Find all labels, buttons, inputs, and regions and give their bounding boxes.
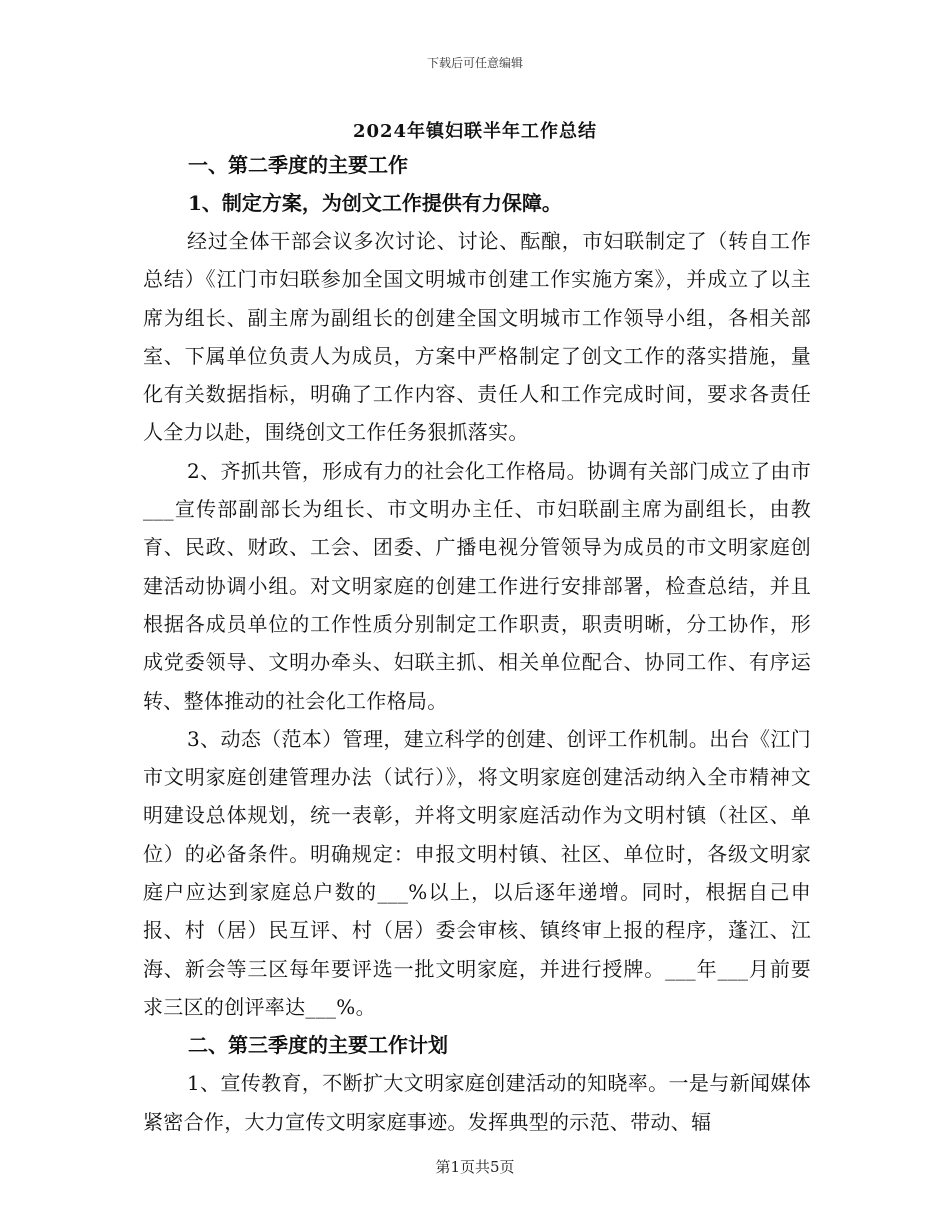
section-heading-q2: 一、第二季度的主要工作 [188, 153, 408, 177]
item-heading-plan: 1、制定方案，为创文工作提供有力保障。 [188, 191, 562, 215]
section-heading-q3: 二、第三季度的主要工作计划 [188, 1033, 448, 1058]
page-number: 第1页共5页 [435, 1158, 515, 1176]
document-title: 2024年镇妇联半年工作总结 [352, 121, 598, 142]
paragraph-plan: 经过全体干部会议多次讨论、讨论、酝酿，市妇联制定了（转自工作总结）《江门市妇联参加全国文明城市创建工作实施方案》，并成立了以主席为组长、副主席为副组长的创建全国文明城市工作领导小组，各相关部室、下属单位负责人为成员，方案中严格制定了创文工作的落实措施，量化有关数据指标，明确了工作内容、责任人和工作完成时间，要求各责任人全力以赴，围绕创文工作任务狠抓落实。 [143, 229, 811, 445]
paragraph-publicity: 1、宣传教育，不断扩大文明家庭创建活动的知晓率。一是与新闻媒体紧密合作，大力宣传文明家庭事迹。发挥典型的示范、带动、辐 [143, 1071, 811, 1134]
document-body [143, 146, 811, 1141]
page-header-note: 下载后可任意编辑 [426, 56, 523, 70]
paragraph-joint-management: 2、齐抓共管，形成有力的社会化工作格局。协调有关部门成立了由市___宣传部副部长为组长、市文明办主任、市妇联副主席为副组长，由教育、民政、财政、工会、团委、广播电视分管领导为成员的市文明家庭创建活动协调小组。对文明家庭的创建工作进行安排部署，检查总结，并且根据各成员单位的工作性质分别制定工作职责，职责明晰，分工协作，形成党委领导、文明办牵头、妇联主抓、相关单位配合、协同工作、有序运转、整体推动的社会化工作格局。 [143, 458, 811, 713]
paragraph-dynamic-management: 3、动态（范本）管理，建立科学的创建、创评工作机制。出台《江门市文明家庭创建管理办法（试行）》，将文明家庭创建活动纳入全市精神文明建设总体规划，统一表彰，并将文明家庭活动作为文明村镇（社区、单位）的必备条件。明确规定：申报文明村镇、社区、单位时，各级文明家庭户应达到家庭总户数的___%以上，以后逐年递增。同时，根据自己申报、村（居）民互评、村（居）委会审核、镇终审上报的程序，蓬江、江海、新会等三区每年要评选一批文明家庭，并进行授牌。___年___月前要求三区的创评率达___%。 [143, 726, 811, 1019]
